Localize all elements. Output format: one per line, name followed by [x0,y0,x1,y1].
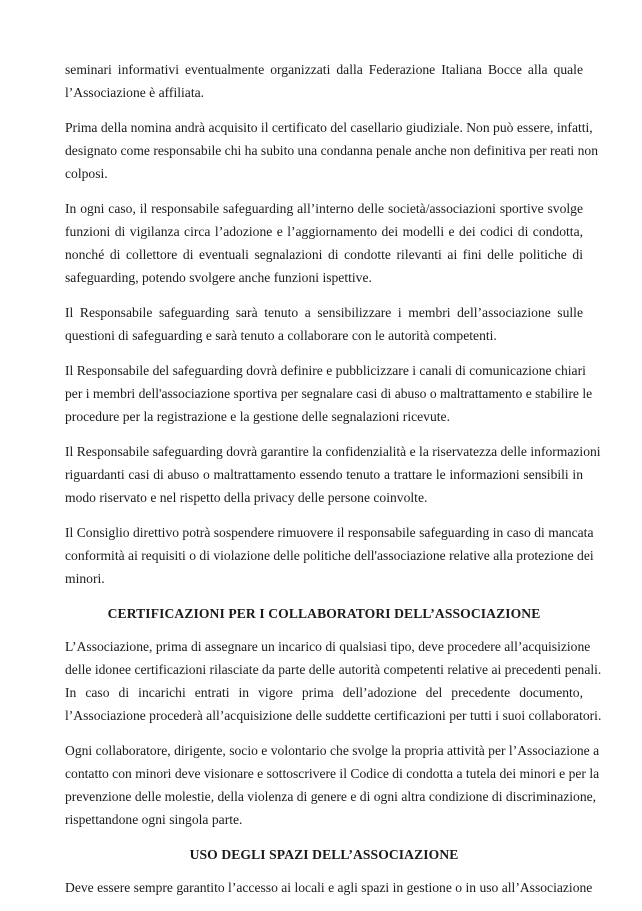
paragraph-board-removal [65,521,594,590]
text-line: colposi. [65,166,108,181]
text-line: riguardanti casi di abuso o maltrattamento essendo tenuto a trattare le informazioni sensibili in [65,467,583,482]
text-line: Prima della nomina andrà acquisito il certificato del casellario giudiziale. Non può essere, infatti, [65,120,593,135]
text-line: l’Associazione è affiliata. [65,85,205,100]
text-line: In ogni caso, il responsabile safeguarding all’interno delle società/associazioni sportive svolge [65,201,583,216]
text-line: seminari informativi eventualmente organizzati dalla Federazione Italiana Bocce alla quale [65,62,583,77]
paragraph-spaces-access [65,876,593,899]
paragraph-communication-channels [65,359,593,428]
text-line: funzioni di vigilanza circa l’adozione e l’aggiornamento dei modelli e dei codici di condotta, [65,224,583,239]
paragraph-vigilance [65,197,583,289]
text-line: Il Responsabile safeguarding sarà tenuto a sensibilizzare i membri dell’associazione sulle [65,305,583,320]
text-line: rispettandone ogni singola parte. [65,812,243,827]
text-line: safeguarding, potendo svolgere anche funzioni ispettive. [65,270,372,285]
text-line: designato come responsabile chi ha subito una condanna penale anche non definitiva per reati non [65,143,598,158]
paragraph-confidentiality [65,440,601,509]
text-line: l’Associazione procederà all’acquisizione delle suddette certificazioni per tutti i suoi collaboratori. [65,708,602,723]
text-line: nonché di collettore di eventuali segnalazioni di condotte rilevanti ai fini delle politiche di [65,247,583,262]
paragraph-seminars [65,58,583,104]
paragraph-certifications [65,635,602,727]
document-page [65,58,602,911]
text-line: Il Responsabile safeguarding dovrà garantire la confidenzialità e la riservatezza delle informazioni [65,444,601,459]
text-line: Il Responsabile del safeguarding dovrà definire e pubblicizzare i canali di comunicazione chiari [65,363,586,378]
text-line: contatto con minori deve visionare e sottoscrivere il Codice di condotta a tutela dei minori e per la [65,766,600,781]
text-line: minori. [65,571,105,586]
text-line: Deve essere sempre garantito l’accesso ai locali e agli spazi in gestione o in uso all’Associazione [65,880,593,895]
text-line: In caso di incarichi entrati in vigore prima dell’adozione del precedente documento, [65,685,583,700]
paragraph-criminal-record [65,116,598,185]
text-line: delle idonee certificazioni rilasciate da parte delle autorità competenti relative ai precedenti penali. [65,662,602,677]
text-line: questioni di safeguarding e sarà tenuto a collaborare con le autorità competenti. [65,328,497,343]
text-line: Ogni collaboratore, dirigente, socio e volontario che svolge la propria attività per l’Associazione a [65,743,600,758]
text-line: Il Consiglio direttivo potrà sospendere rimuovere il responsabile safeguarding in caso di mancata [65,525,594,540]
text-line: per i membri dell'associazione sportiva per segnalare casi di abuso o maltrattamento e stabilire le [65,386,593,401]
text-line: L’Associazione, prima di assegnare un incarico di qualsiasi tipo, deve procedere all’acquisizione [65,639,591,654]
paragraph-awareness [65,301,583,347]
section-heading-spaces: USO DEGLI SPAZI DELL’ASSOCIAZIONE [189,847,459,862]
paragraph-code-of-conduct [65,739,600,831]
text-line: conformità ai requisiti o di violazione delle politiche dell'associazione relative alla protezione dei [65,548,594,563]
text-line: procedure per la registrazione e la gestione delle segnalazioni ricevute. [65,409,450,424]
section-heading-certifications: CERTIFICAZIONI PER I COLLABORATORI DELL’ASSOCIAZIONE [107,606,541,621]
text-line: prevenzione delle molestie, della violenza di genere e di ogni altra condizione di discriminazione, [65,789,597,804]
text-line: modo riservato e nel rispetto della privacy delle persone coinvolte. [65,490,428,505]
